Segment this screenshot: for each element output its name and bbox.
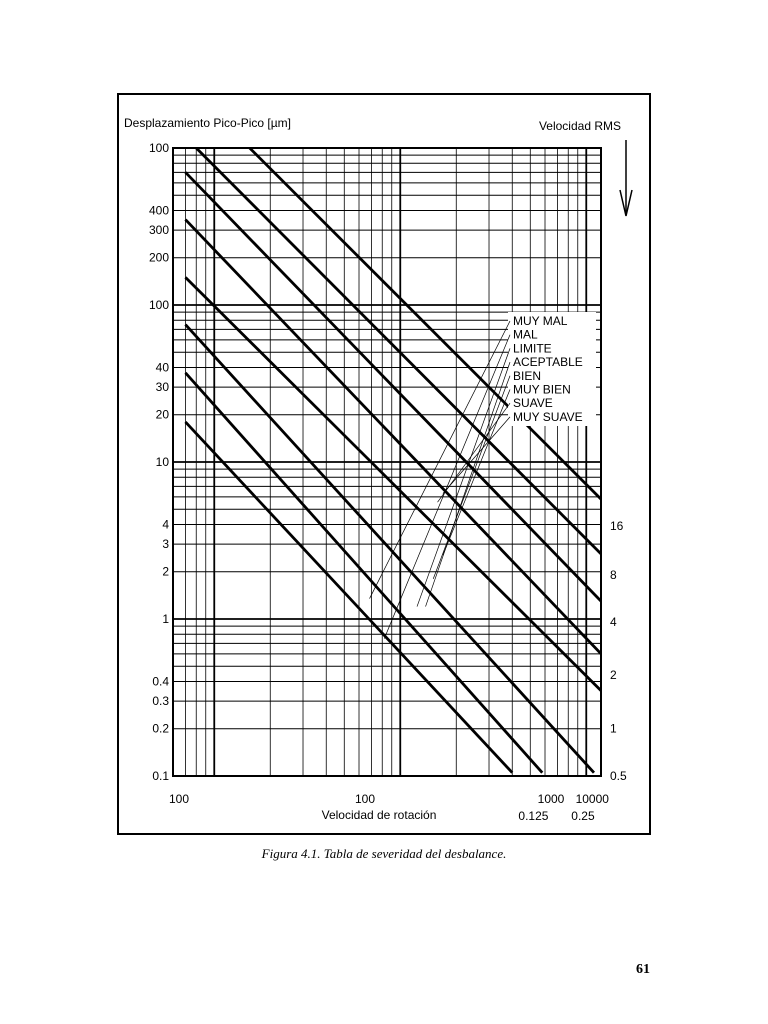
series-label: 8	[610, 568, 617, 583]
series-label: 16	[610, 519, 624, 534]
y-tick-label: 40	[155, 360, 169, 375]
series-label: 4	[610, 614, 617, 629]
y-tick-label: 200	[148, 250, 169, 265]
y-tick-label: 20	[155, 407, 169, 422]
zone-label: MUY SUAVE	[513, 409, 583, 424]
y-tick-label: 300	[148, 223, 169, 238]
x-tick-label: 1000	[537, 792, 565, 806]
zone-label: MUY BIEN	[513, 382, 571, 397]
y-tick-label: 0.3	[152, 694, 169, 709]
y-tick-label: 4	[162, 517, 169, 532]
y-tick-label: 3	[162, 537, 169, 552]
zone-label: MUY MAL	[513, 314, 568, 328]
series-label: 0.5	[610, 769, 627, 783]
x-tick-label: 100	[354, 792, 376, 806]
y-tick-label: 0.2	[152, 721, 169, 736]
zone-label: BIEN	[513, 368, 542, 383]
x-axis-label: Velocidad de rotación	[321, 808, 437, 822]
page-number: 61	[636, 962, 650, 977]
y-tick-label: 100	[148, 141, 169, 155]
zone-label: MAL	[513, 327, 538, 342]
y-tick-label: 30	[155, 380, 169, 395]
y-tick-label: 0.4	[152, 674, 169, 689]
zone-label: ACEPTABLE	[513, 355, 583, 370]
zone-label: SUAVE	[513, 396, 553, 411]
x-tick-label: 100	[168, 792, 190, 806]
y-tick-label: 0.1	[152, 769, 169, 783]
series-label: 2	[610, 667, 617, 682]
y-tick-label: 2	[162, 564, 169, 579]
y-tick-label: 400	[148, 203, 169, 218]
series-label: 0.125	[518, 809, 549, 823]
series-label: 0.25	[571, 809, 595, 823]
severity-line-0.125	[185, 422, 512, 773]
y-tick-label: 100	[148, 298, 169, 312]
zone-label: LIMITE	[513, 341, 552, 356]
y-tick-label: 10	[155, 455, 169, 469]
series-label: 1	[610, 721, 617, 736]
y-axis-label: Desplazamiento Pico-Pico [µm]	[124, 116, 291, 130]
velocity-rms-label: Velocidad RMS	[538, 119, 621, 133]
y-tick-label: 1	[162, 612, 169, 626]
chart-frame	[118, 94, 650, 834]
figure-caption: Figura 4.1. Tabla de severidad del desbalance.	[261, 846, 507, 861]
x-tick-label: 10000	[575, 792, 609, 806]
